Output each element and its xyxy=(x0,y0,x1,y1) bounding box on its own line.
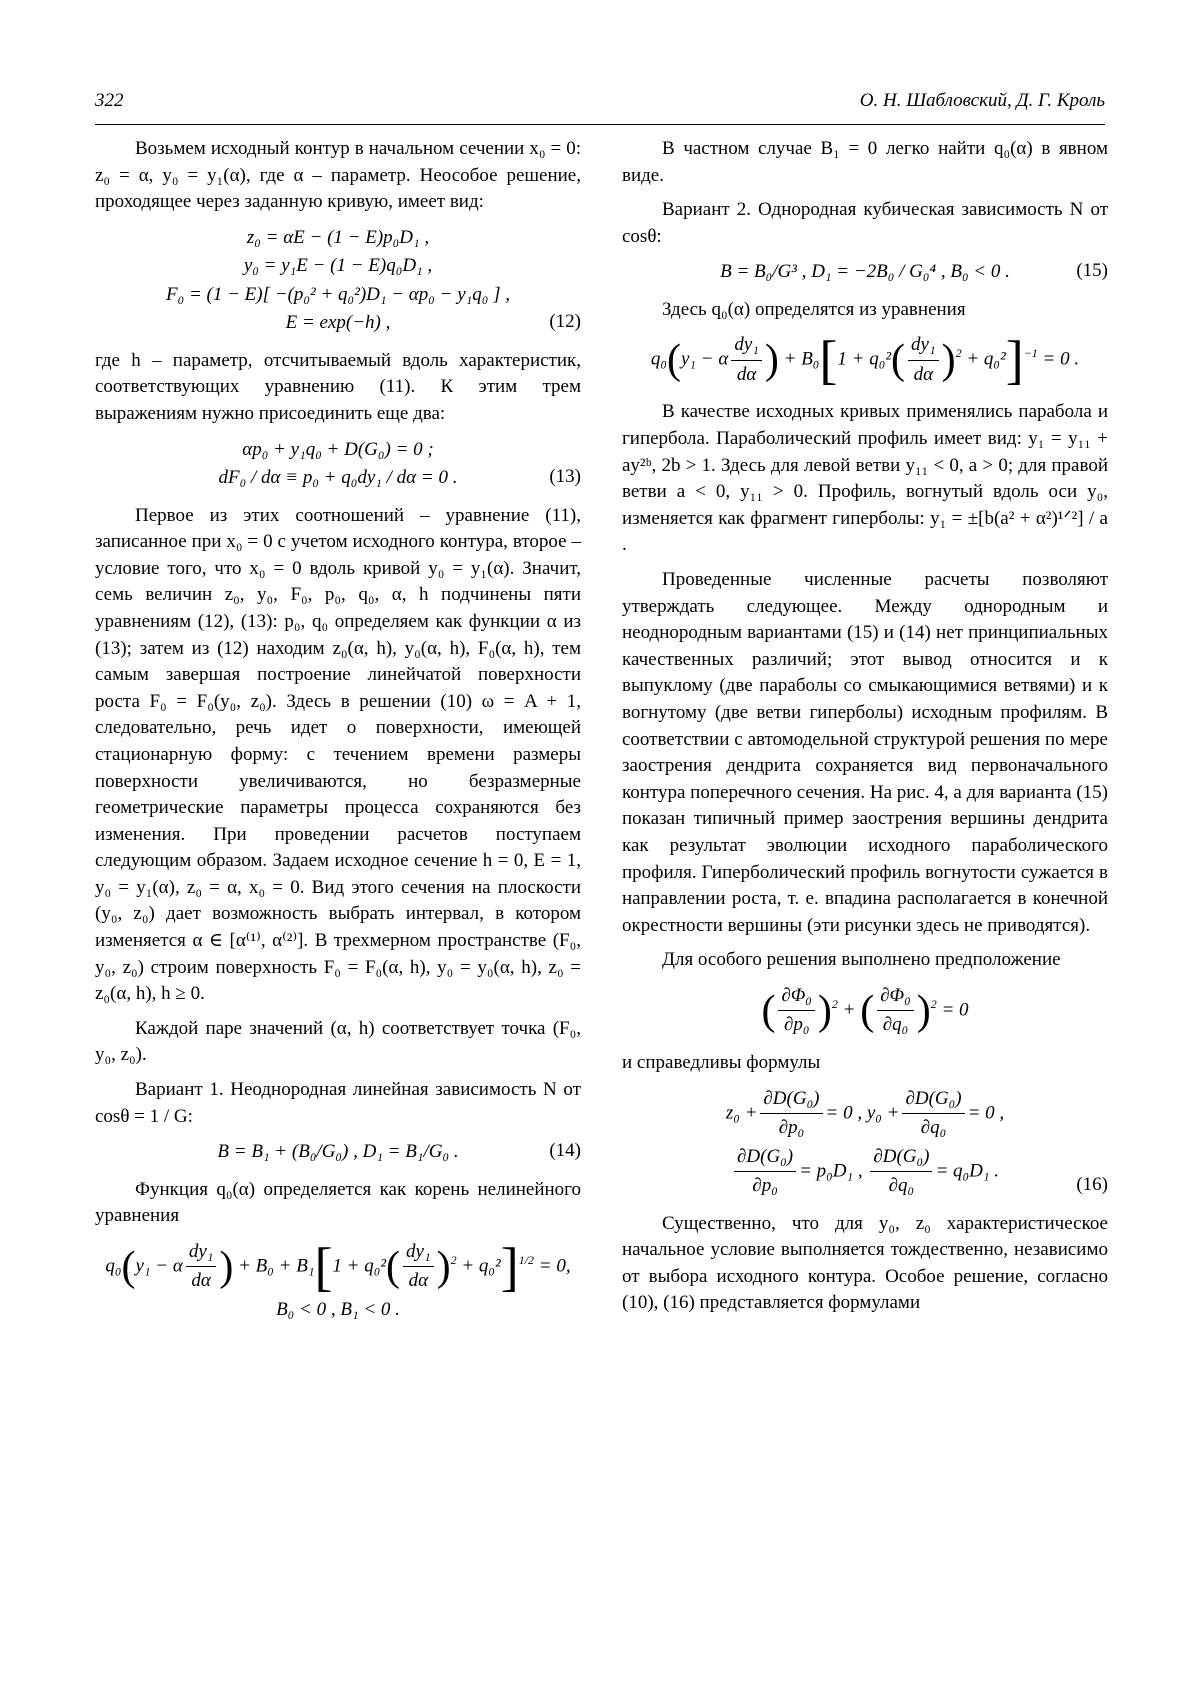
math-term: = q₀D₁ . xyxy=(935,1160,999,1181)
denominator: dα xyxy=(908,361,939,390)
paragraph: Первое из этих соотношений – уравнение (11), записанное при x₀ = 0 с учетом исходного контура, второе – условие того, что x₀ = 0 вдоль кривой y₀ = y₁(α). Значит, семь величин z₀, y₀, F₀, p₀, q₀, α, h подчинены пяти уравнениям (12), (13): p₀, q₀ определяем как функции α из (13); затем из (12) находим z₀(α, h), y₀(α, h), F₀(α, h), тем самым завершая построение линейчатой поверхности роста F₀ = F₀(y₀, z₀). Здесь в решении (10) ω = A + 1, следовательно, речь идет о поверхности, имеющей стационарную форму: с течением времени размеры поверхности увеличиваются, но безразмерные геометрические параметры процесса сохраняются без изменения. При проведении расчетов поступаем следующим образом. Задаем исходное сечение h = 0, E = 1, y₀ = y₁(α), z₀ = α, x₀ = 0. Вид этого сечения на плоскости (y₀, z₀) дает возможность выбрать интервал, в котором изменяется α ∈ [α⁽¹⁾, α⁽²⁾]. В трехмерном пространстве (F₀, y₀, z₀) строим поверхность F₀ = F₀(α, h), y₀ = y₀(α, h), z₀ = z₀(α, h), h ≥ 0. xyxy=(95,503,581,1008)
denominator: dα xyxy=(731,361,762,390)
right-paren: ) xyxy=(818,988,832,1034)
exponent: −1 xyxy=(1024,347,1038,361)
fraction xyxy=(734,1143,796,1201)
math-term: + q₀² xyxy=(461,1255,500,1276)
math-term: y₀ + xyxy=(867,1102,900,1123)
equation-phi xyxy=(622,982,1108,1040)
paragraph: В качестве исходных кривых применялись парабола и гипербола. Параболический профиль имеет вид: y₁ = y₁₁ + ay²ᵇ, 2b > 1. Здесь для левой ветви y₁₁ < 0, a > 0; для правой ветви a < 0, y₁₁ > 0. Профиль, вогнутый вдоль оси y₀, изменяется как фрагмент гиперболы: y₁ = ±[b(a² + α²)¹ᐟ²] / a . xyxy=(622,399,1108,559)
fraction xyxy=(778,982,814,1040)
exponent: 1/2 xyxy=(519,1253,534,1267)
equation-line: z₀ = αE − (1 − E)p₀D₁ , xyxy=(95,224,581,253)
math-term: y₁ − α xyxy=(135,1255,182,1276)
left-paren: ( xyxy=(121,1244,135,1290)
denominator: dα xyxy=(403,1267,434,1296)
equation-line xyxy=(622,331,1108,389)
denominator: ∂q₀ xyxy=(870,1172,932,1201)
paragraph: В частном случае B₁ = 0 легко найти q₀(α) в явном виде. xyxy=(622,136,1108,189)
left-paren: ( xyxy=(761,988,775,1034)
numerator: dy₁ xyxy=(403,1238,434,1268)
paragraph: Вариант 2. Однородная кубическая зависимость N от cosθ: xyxy=(622,197,1108,250)
fraction xyxy=(186,1238,217,1296)
left-paren: ( xyxy=(891,337,905,383)
equation-number: (13) xyxy=(549,464,581,491)
equation-line xyxy=(622,982,1108,1040)
paragraph: Для особого решения выполнено предположение xyxy=(622,947,1108,974)
right-bracket: ] xyxy=(501,1237,519,1297)
math-term: = 0 , xyxy=(968,1102,1005,1123)
equation-16 xyxy=(622,1085,1108,1201)
fraction xyxy=(902,1085,964,1143)
exponent: 2 xyxy=(832,997,838,1011)
equation-number: (16) xyxy=(1076,1172,1108,1199)
equation-line: E = exp(−h) , xyxy=(95,309,581,338)
paragraph: Возьмем исходный контур в начальном сечении x₀ = 0: z₀ = α, y₀ = y₁(α), где α – параметр. Неособое решение, проходящее через заданную кривую, имеет вид: xyxy=(95,136,581,216)
math-term: z₀ + xyxy=(726,1102,758,1123)
numerator: ∂Φ₀ xyxy=(877,982,913,1012)
paragraph: Каждой паре значений (α, h) соответствует точка (F₀, y₀, z₀). xyxy=(95,1016,581,1069)
numerator: ∂D(G₀) xyxy=(734,1143,796,1173)
math-term: = 0 , xyxy=(826,1102,863,1123)
right-paren: ) xyxy=(765,337,779,383)
math-term: 1 + q₀² xyxy=(332,1255,386,1276)
numerator: ∂D(G₀) xyxy=(760,1085,822,1115)
equation-q0 xyxy=(622,331,1108,389)
math-term: = 0 . xyxy=(1043,349,1080,370)
numerator: dy₁ xyxy=(731,331,762,361)
left-bracket: [ xyxy=(819,330,837,390)
equation-line: F₀ = (1 − E)[ −(p₀² + q₀²)D₁ − αp₀ − y₁q₀ ] , xyxy=(95,281,581,310)
math-term: = 0, xyxy=(539,1255,571,1276)
denominator: ∂p₀ xyxy=(778,1011,814,1040)
numerator: dy₁ xyxy=(186,1238,217,1268)
equation-13 xyxy=(95,436,581,493)
fraction xyxy=(908,331,939,389)
denominator: ∂q₀ xyxy=(877,1011,913,1040)
math-term: + xyxy=(843,999,856,1020)
left-paren: ( xyxy=(667,337,681,383)
equation-line xyxy=(622,1085,1108,1143)
equation-line: y₀ = y₁E − (1 − E)q₀D₁ , xyxy=(95,252,581,281)
exponent: 2 xyxy=(956,347,962,361)
exponent: 2 xyxy=(451,1253,457,1267)
page-number: 322 xyxy=(95,90,124,112)
fraction xyxy=(760,1085,822,1143)
equation-line: αp₀ + y₁q₀ + D(G₀) = 0 ; xyxy=(95,436,581,465)
right-paren: ) xyxy=(219,1244,233,1290)
equation-nonlinear xyxy=(95,1238,581,1325)
math-term: = p₀D₁ , xyxy=(799,1160,863,1181)
right-column xyxy=(622,136,1108,1325)
math-term: 1 + q₀² xyxy=(837,349,891,370)
paragraph: Проведенные численные расчеты позволяют утверждать следующее. Между однородным и неоднородным вариантами (15) и (14) нет принципиальных качественных различий; этот вывод относится и к выпуклому (две параболы со смыкающимися ветвями) и к вогнутому (две ветви гиперболы) исходным профилям. В соответствии с автомодельной структурой решения по мере заострения дендрита сохраняется вид первоначального контура поперечного сечения. На рис. 4, a для варианта (15) показан типичный пример заострения вершины дендрита как результат эволюции исходного параболического профиля. Гиперболический профиль вогнутости сужается в направлении роста, т. е. впадина располагается в конечной окрестности вершины (эти рисунки здесь не приводятся). xyxy=(622,567,1108,939)
equation-number: (14) xyxy=(549,1138,581,1165)
paragraph: Функция q₀(α) определяется как корень нелинейного уравнения xyxy=(95,1177,581,1230)
fraction xyxy=(870,1143,932,1201)
paragraph: и справедливы формулы xyxy=(622,1050,1108,1077)
equation-15 xyxy=(622,258,1108,287)
right-paren: ) xyxy=(437,1244,451,1290)
left-paren: ( xyxy=(386,1244,400,1290)
equation-number: (12) xyxy=(549,309,581,336)
numerator: dy₁ xyxy=(908,331,939,361)
math-term: + B₀ + B₁ xyxy=(238,1255,314,1276)
denominator: ∂p₀ xyxy=(760,1114,822,1143)
paragraph: Вариант 1. Неоднородная линейная зависимость N от cosθ = 1 / G: xyxy=(95,1077,581,1130)
right-paren: ) xyxy=(942,337,956,383)
denominator: dα xyxy=(186,1267,217,1296)
equation-line: B = B₁ + (B₀/G₀) , D₁ = B₁/G₀ . xyxy=(95,1138,581,1167)
equation-line: B₀ < 0 , B₁ < 0 . xyxy=(95,1296,581,1325)
denominator: ∂q₀ xyxy=(902,1114,964,1143)
math-term: y₁ − α xyxy=(681,349,728,370)
equation-line xyxy=(622,1143,1108,1201)
equation-14 xyxy=(95,1138,581,1167)
numerator: ∂Φ₀ xyxy=(778,982,814,1012)
paragraph: Здесь q₀(α) определятся из уравнения xyxy=(622,297,1108,324)
math-term: q₀ xyxy=(105,1255,121,1276)
fraction xyxy=(403,1238,434,1296)
paragraph: Существенно, что для y₀, z₀ характеристическое начальное условие выполняется тождественно, независимо от выбора исходного контура. Особое решение, согласно (10), (16) представляется формулами xyxy=(622,1211,1108,1317)
page xyxy=(0,0,1200,1698)
equation-12 xyxy=(95,224,581,338)
right-paren: ) xyxy=(917,988,931,1034)
numerator: ∂D(G₀) xyxy=(870,1143,932,1173)
math-term: + B₀ xyxy=(784,349,820,370)
left-bracket: [ xyxy=(314,1237,332,1297)
left-column xyxy=(95,136,581,1334)
running-header-authors: О. Н. Шабловский, Д. Г. Кроль xyxy=(860,90,1105,112)
math-term: = 0 xyxy=(941,999,968,1020)
header-rule xyxy=(95,124,1105,125)
paragraph: где h – параметр, отсчитываемый вдоль характеристик, соответствующих уравнению (11). К этим трем выражениям нужно присоединить еще два: xyxy=(95,348,581,428)
math-term: q₀ xyxy=(651,349,667,370)
right-bracket: ] xyxy=(1006,330,1024,390)
equation-number: (15) xyxy=(1076,258,1108,285)
math-term: + q₀² xyxy=(966,349,1005,370)
left-paren: ( xyxy=(860,988,874,1034)
fraction xyxy=(731,331,762,389)
equation-line: B = B₀/G³ , D₁ = −2B₀ / G₀⁴ , B₀ < 0 . xyxy=(622,258,1108,287)
equation-line xyxy=(95,1238,581,1296)
fraction xyxy=(877,982,913,1040)
equation-line: dF₀ / dα ≡ p₀ + q₀dy₁ / dα = 0 . xyxy=(95,464,581,493)
denominator: ∂p₀ xyxy=(734,1172,796,1201)
numerator: ∂D(G₀) xyxy=(902,1085,964,1115)
exponent: 2 xyxy=(931,997,937,1011)
